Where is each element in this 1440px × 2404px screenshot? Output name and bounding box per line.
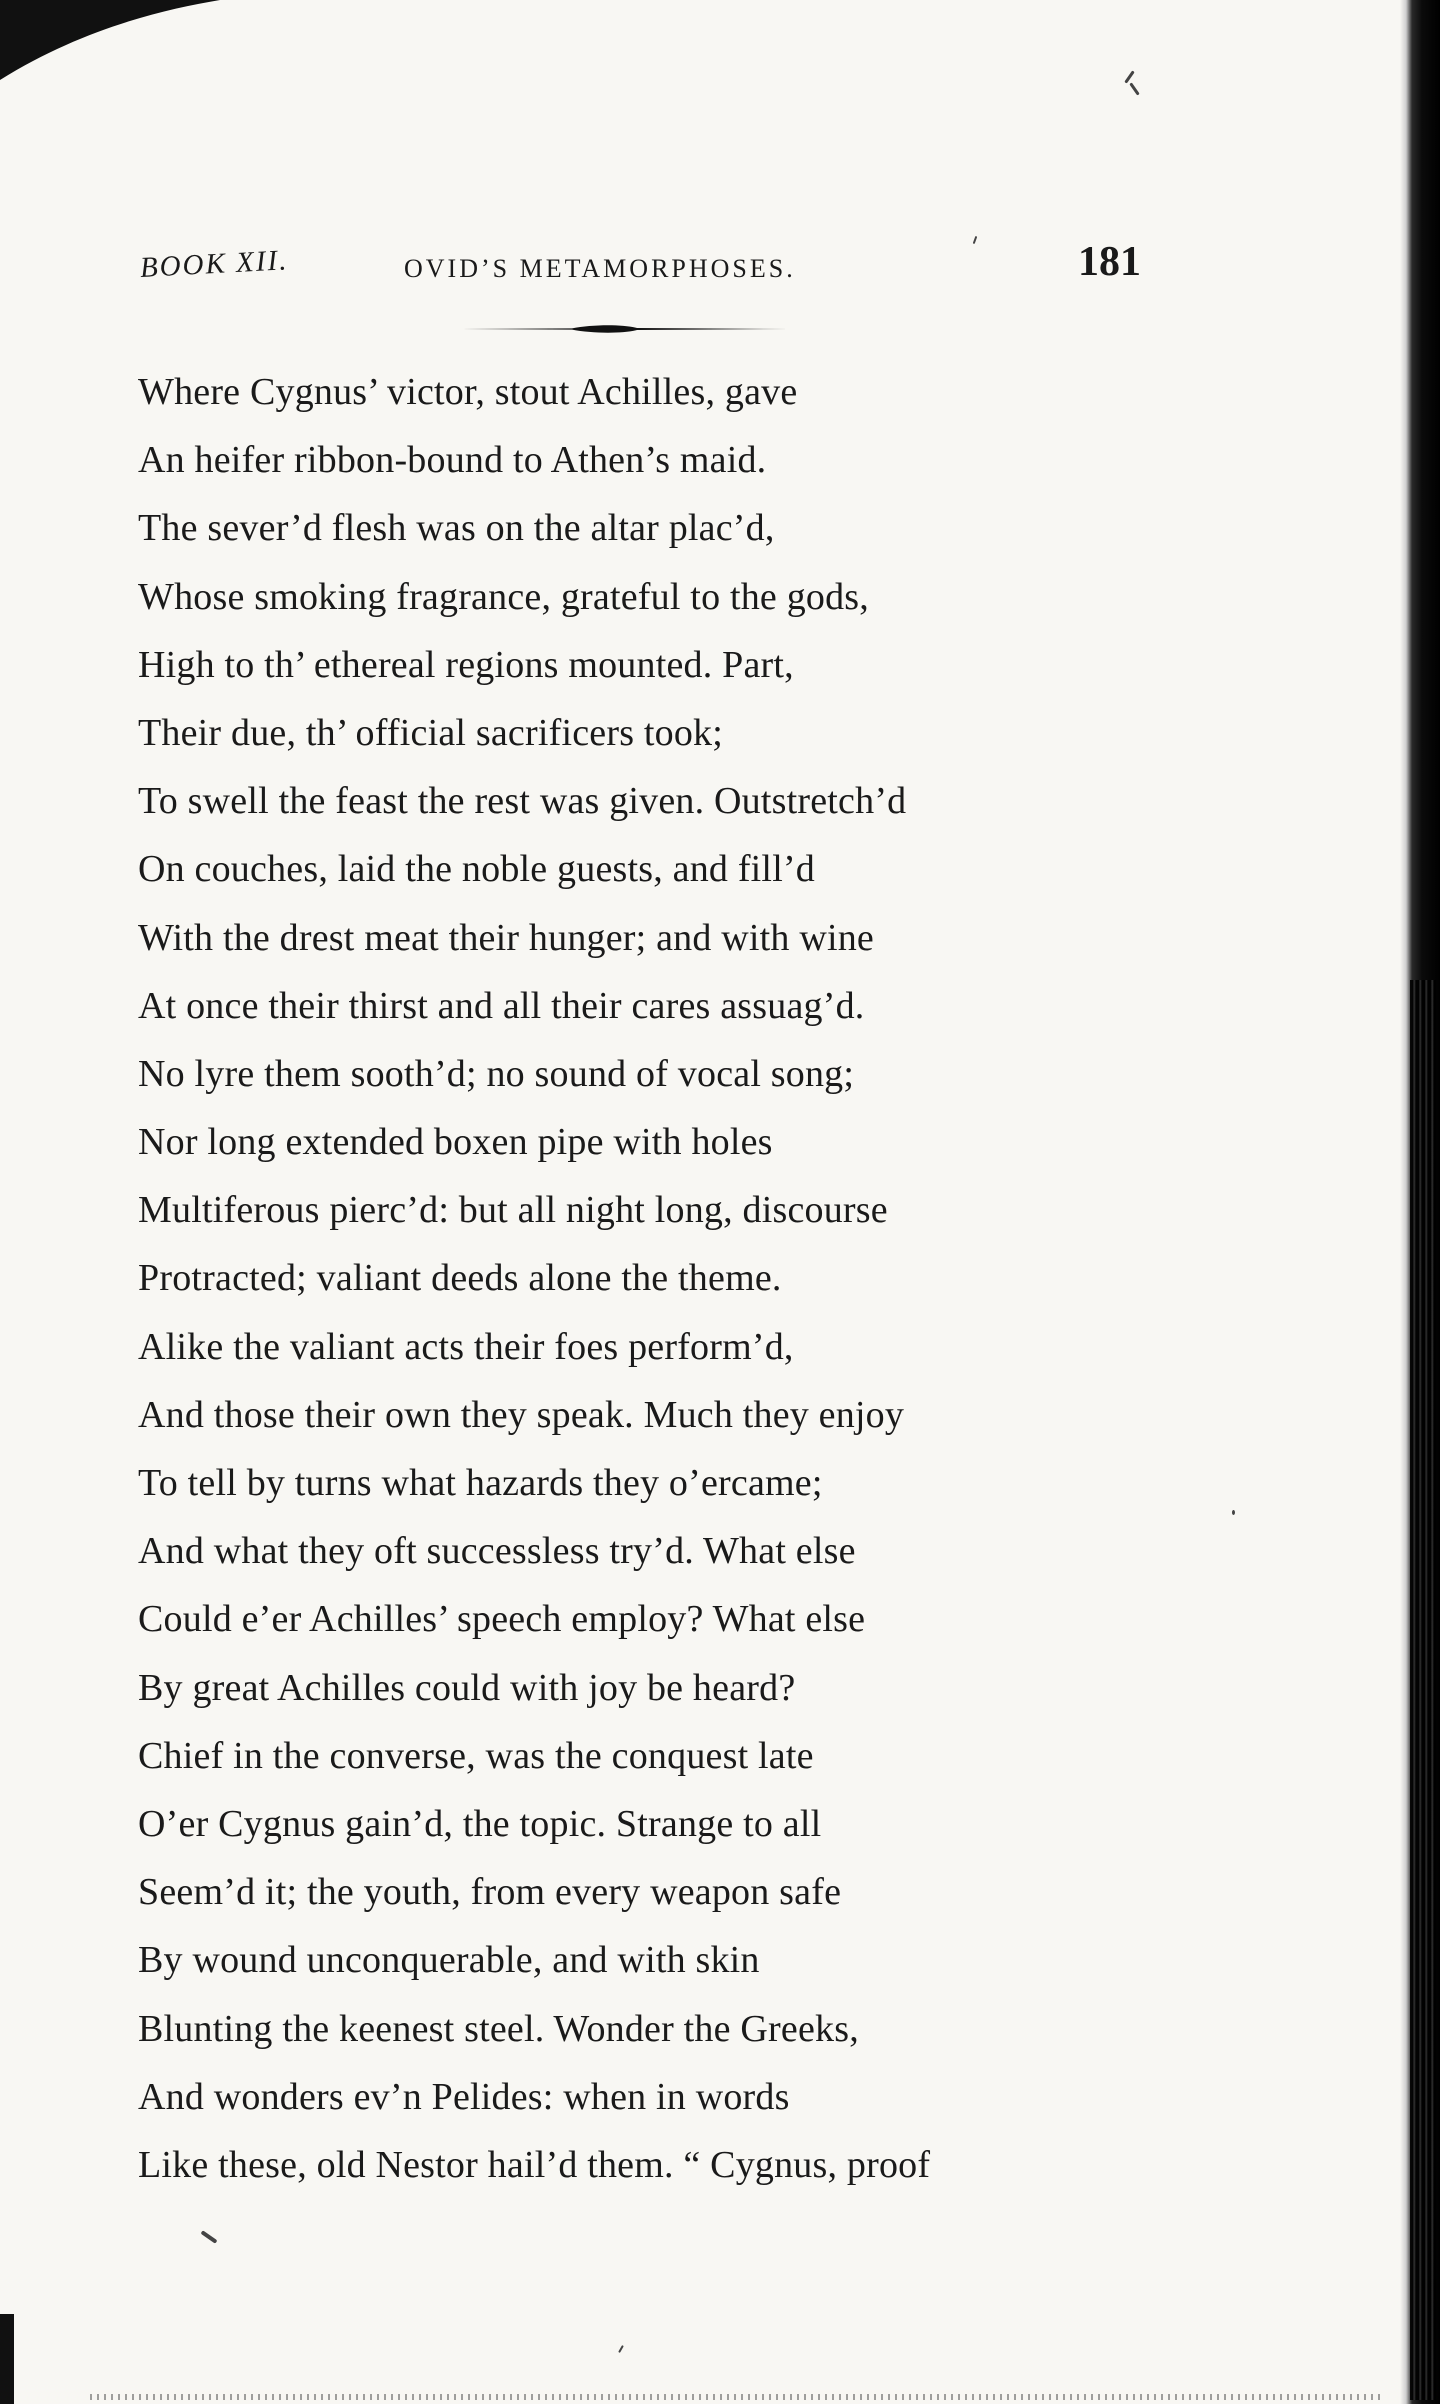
book-number: BOOK XII. xyxy=(139,244,290,284)
verse-line: And what they oft successless try’d. What else xyxy=(138,1530,856,1573)
paper-speck xyxy=(618,2345,624,2353)
verse-line: Nor long extended boxen pipe with holes xyxy=(138,1121,773,1164)
verse-line: Multiferous pierc’d: but all night long, discourse xyxy=(138,1189,888,1232)
verse-text xyxy=(138,358,1138,2199)
verse-line: Like these, old Nestor hail’d them. “ Cygnus, proof xyxy=(138,2143,931,2186)
verse-line: Seem’d it; the youth, from every weapon safe xyxy=(138,1871,842,1914)
verse-line: Where Cygnus’ victor, stout Achilles, gave xyxy=(138,371,798,413)
paper-speck xyxy=(200,2230,217,2244)
verse-line: With the drest meat their hunger; and with wine xyxy=(138,916,875,959)
verse-line: By great Achilles could with joy be heard? xyxy=(138,1666,796,1709)
verse-line: O’er Cygnus gain’d, the topic. Strange to all xyxy=(138,1802,822,1845)
ornamental-rule xyxy=(462,324,788,334)
paper-speck xyxy=(1129,82,1139,95)
verse-line: No lyre them sooth’d; no sound of vocal song; xyxy=(138,1052,855,1095)
verse-line: To tell by turns what hazards they o’ercame; xyxy=(138,1462,823,1504)
paper-speck xyxy=(1124,70,1134,83)
verse-line: Whose smoking fragrance, grateful to the gods, xyxy=(138,575,869,618)
running-head xyxy=(140,238,1140,298)
verse-line: On couches, laid the noble guests, and fill’d xyxy=(138,848,816,891)
verse-line: At once their thirst and all their cares assuag’d. xyxy=(138,984,865,1027)
paper-speck xyxy=(1232,1510,1235,1515)
bottom-left-edge xyxy=(0,2314,14,2404)
page-corner-shadow xyxy=(0,0,220,110)
verse-line: By wound unconquerable, and with skin xyxy=(138,1939,760,1982)
verse-line: Protracted; valiant deeds alone the theme. xyxy=(138,1257,782,1300)
page-number: 181 xyxy=(1078,239,1141,285)
verse-line: And those their own they speak. Much they enjoy xyxy=(138,1393,905,1436)
verse-line: Blunting the keenest steel. Wonder the Greeks, xyxy=(138,2007,859,2050)
verse-line: The sever’d flesh was on the altar plac’d, xyxy=(138,507,775,550)
verse-line: An heifer ribbon-bound to Athen’s maid. xyxy=(138,439,767,482)
verse-line: Could e’er Achilles’ speech employ? What else xyxy=(138,1598,866,1641)
verse-line: High to th’ ethereal regions mounted. Part, xyxy=(138,643,794,686)
bottom-edge-specks xyxy=(90,2394,1380,2400)
verse-line: Their due, th’ official sacrificers took; xyxy=(138,711,724,754)
verse-line: Alike the valiant acts their foes perform’d, xyxy=(138,1325,794,1368)
work-title: OVID’S METAMORPHOSES. xyxy=(404,254,796,283)
verse-line: And wonders ev’n Pelides: when in words xyxy=(138,2075,790,2118)
verse-line: Chief in the converse, was the conquest late xyxy=(138,1734,814,1777)
verse-line: To swell the feast the rest was given. Outstretch’d xyxy=(138,780,907,823)
binding-streaks xyxy=(1410,980,1436,2400)
